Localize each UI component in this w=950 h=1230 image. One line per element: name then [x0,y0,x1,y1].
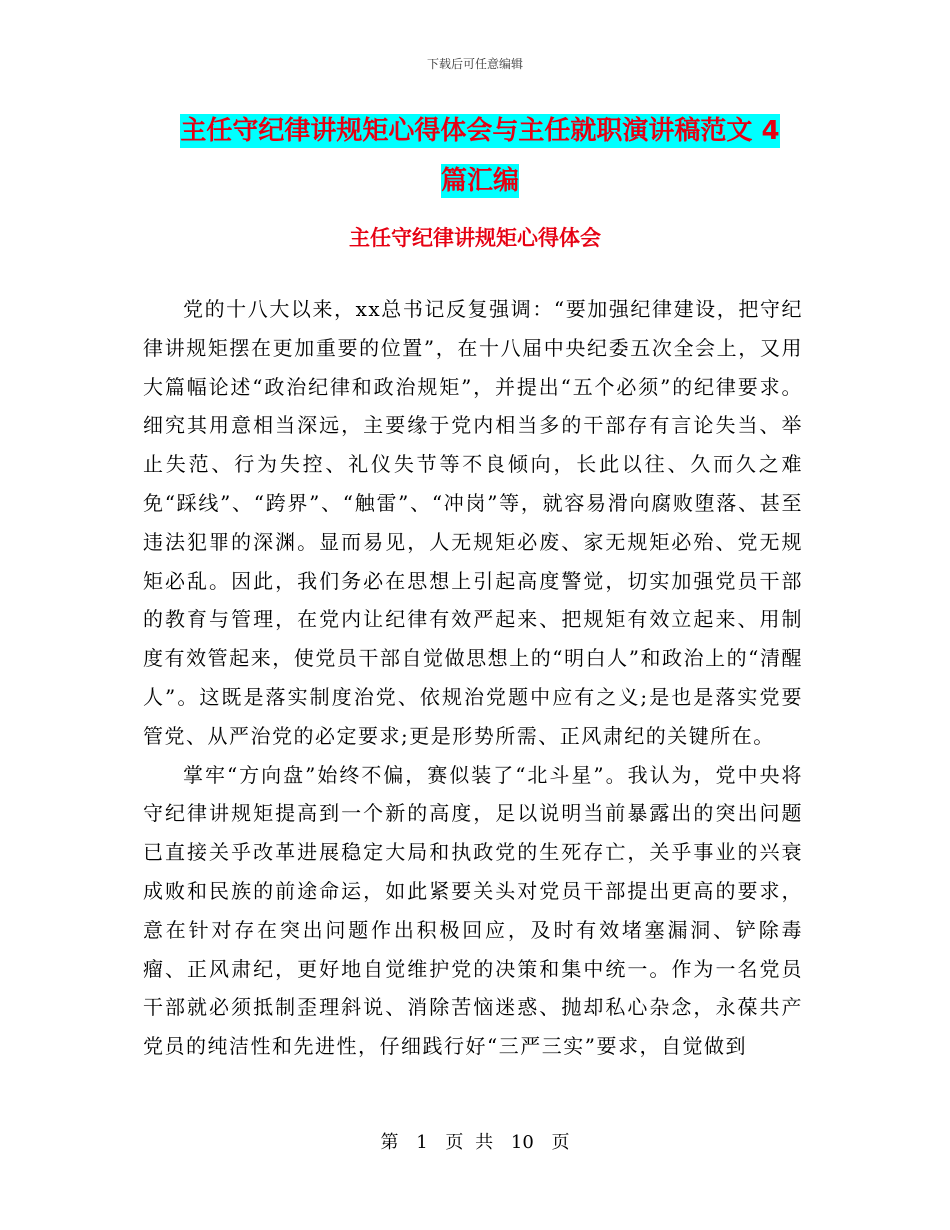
header-note: 下载后可任意编辑 [426,57,523,71]
section-heading: 主任守纪律讲规矩心得体会 [349,226,601,250]
footer-mid: 页 共 [445,1132,494,1153]
paragraph-1: 党的十八大以来，xx总书记反复强调：“要加强纪律建设，把守纪律讲规矩摆在更加重要的位置”，在十八届中央纪委五次全会上，又用大篇幅论述“政治纪律和政治规矩”，并提出“五个必须”的纪律要求。细究其用意相当深远，主要缘于党内相当多的干部存有言论失当、举止失范、行为失控、礼仪失节等不良倾向，长此以往、久而久之难免“踩线”、“跨界”、“触雷”、“冲岗”等，就容易滑向腐败堕落、甚至违法犯罪的深渊。显而易见，人无规矩必废、家无规矩必殆、党无规矩必乱。因此，我们务必在思想上引起高度警觉，切实加强党员干部的教育与管理，在党内让纪律有效严起来、把规矩有效立起来、用制度有效管起来，使党员干部自觉做思想上的“明白人”和政治上的“清醒人”。这既是落实制度治党、依规治党题中应有之义;是也是落实党要管党、从严治党的必定要求;更是形势所需、正风肃纪的关键所在。 [143,297,803,748]
footer-suffix: 页 [551,1132,570,1153]
page-footer [0,1128,950,1154]
footer-prefix: 第 [380,1132,399,1153]
document-title [145,106,815,206]
title-line-1: 主任守纪律讲规矩心得体会与主任就职演讲稿范文 4 [180,116,780,146]
title-line-2: 篇汇编 [440,166,519,196]
page-number: 1 [416,1132,428,1153]
body-text [143,290,803,1066]
total-pages: 10 [510,1132,534,1153]
paragraph-2: 掌牢“方向盘”始终不偏，赛似装了“北斗星”。我认为，党中央将守纪律讲规矩提高到一个新的高度，足以说明当前暴露出的突出问题已直接关乎改革进展稳定大局和执政党的生死存亡，关乎事业的兴衰成败和民族的前途命运，如此紧要关头对党员干部提出更高的要求，意在针对存在突出问题作出积极回应，及时有效堵塞漏洞、铲除毒瘤、正风肃纪，更好地自觉维护党的决策和集中统一。作为一名党员干部就必须抵制歪理斜说、消除苦恼迷惑、抛却私心杂念，永葆共产党员的纯洁性和先进性，仔细践行好“三严三实”要求，自觉做到 [143,762,803,1059]
